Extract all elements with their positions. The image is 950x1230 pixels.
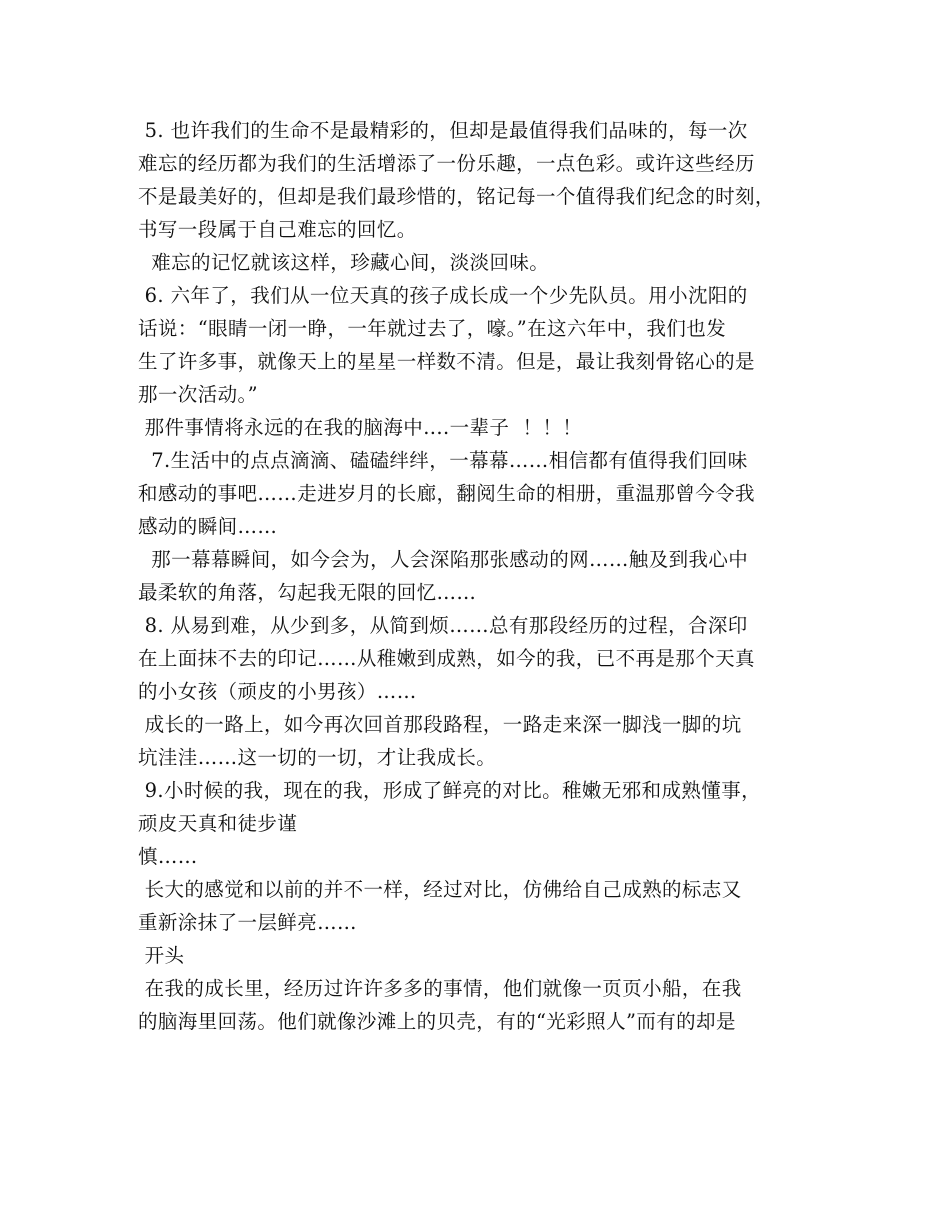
text-line: 成长的一路上，如今再次回首那段路程，一路走来深一脚浅一脚的坑: [138, 713, 742, 736]
text-line: 难忘的经历都为我们的生活增添了一份乐趣，一点色彩。或许这些经历: [138, 152, 755, 175]
text-line: 长大的感觉和以前的并不一样，经过对比，仿佛给自己成熟的标志又: [138, 878, 742, 901]
text-line: 9.小时候的我，现在的我，形成了鲜亮的对比。稚嫩无邪和成熟懂事，: [138, 779, 762, 802]
text-line: 不是最美好的，但却是我们最珍惜的，铭记每一个值得我们纪念的时刻，: [138, 185, 775, 208]
text-line: 感动的瞬间……: [138, 515, 278, 538]
text-line: 那件事情将永远的在我的脑海中....一辈子 ！！！: [138, 416, 583, 439]
text-line: 坑洼洼……这一切的一切，才让我成长。: [138, 746, 497, 769]
text-line: 开头: [138, 944, 185, 967]
text-line: 重新涂抹了一层鲜亮……: [138, 911, 357, 934]
text-line: 顽皮天真和徒步谨: [138, 812, 298, 835]
text-line: 慎……: [138, 845, 198, 868]
text-line: 和感动的事吧……走进岁月的长廊，翻阅生命的相册，重温那曾今令我: [138, 482, 755, 505]
text-line: 6. 六年了，我们从一位天真的孩子成长成一个少先队员。用小沈阳的: [138, 284, 748, 307]
text-line: 在上面抹不去的印记……从稚嫩到成熟，如今的我，已不再是那个天真: [138, 647, 755, 670]
text-line: 的脑海里回荡。他们就像沙滩上的贝壳，有的“光彩照人”而有的却是: [138, 1010, 736, 1033]
text-line: 那一幕幕瞬间，如今会为，人会深陷那张感动的网……触及到我心中: [138, 548, 749, 571]
text-line: 生了许多事，就像天上的星星一样数不清。但是，最让我刻骨铭心的是: [138, 350, 755, 373]
document-text: [138, 114, 828, 1038]
text-line: 书写一段属于自己难忘的回忆。: [138, 218, 417, 241]
text-line: 在我的成长里，经历过许许多多的事情，他们就像一页页小船，在我: [138, 977, 742, 1000]
text-line: 话说：“眼睛一闭一睁，一年就过去了，嚎。”在这六年中，我们也发: [138, 317, 727, 340]
text-line: 难忘的记忆就该这样，珍藏心间，淡淡回味。: [138, 251, 550, 274]
text-line: 7.生活中的点点滴滴、磕磕绊绊，一幕幕……相信都有值得我们回味: [138, 449, 748, 472]
text-line: 8. 从易到难，从少到多，从简到烦……总有那段经历的过程，合深印: [138, 614, 748, 637]
text-line: 的小女孩（顽皮的小男孩）……: [138, 680, 417, 703]
text-line: 最柔软的角落，勾起我无限的回忆……: [138, 581, 477, 604]
text-line: 那一次活动。”: [138, 383, 259, 406]
text-line: 5. 也许我们的生命不是最精彩的，但却是最值得我们品味的，每一次: [138, 119, 748, 142]
